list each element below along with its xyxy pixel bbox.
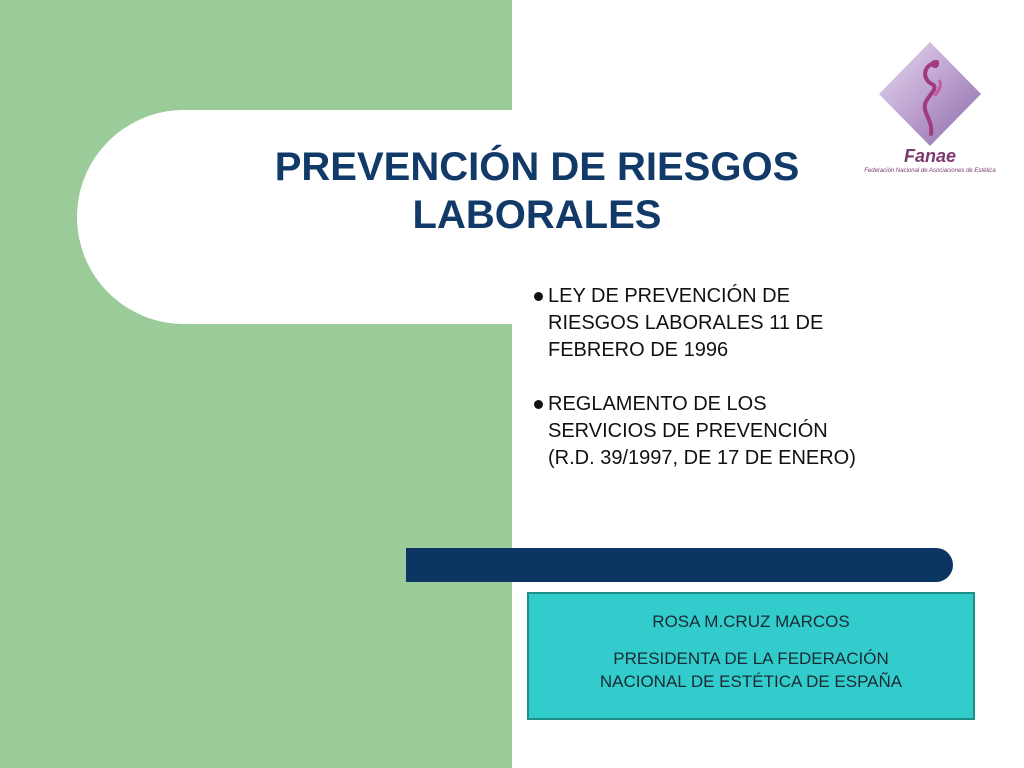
bullet-dot: [534, 400, 543, 409]
bullet-regulation-line-3: (R.D. 39/1997, DE 17 DE ENERO): [548, 447, 856, 469]
bullet-law-line-1: LEY DE PREVENCIÓN DE: [548, 285, 790, 307]
bullet-item-law: [534, 283, 914, 364]
bullet-item-regulation: [534, 391, 914, 472]
bullet-list: [534, 283, 914, 499]
logo-name: Fanae: [903, 146, 957, 166]
bullet-law-line-2: RIESGOS LABORALES 11 DE: [548, 312, 824, 334]
slide-title: [180, 143, 894, 239]
diamond-figure-icon: [877, 40, 983, 148]
bullet-regulation-line-2: SERVICIOS DE PREVENCIÓN: [548, 420, 828, 442]
author-name: ROSA M.CRUZ MARCOS: [652, 612, 850, 631]
fanae-logo: [855, 40, 1005, 180]
bullet-dot: [534, 292, 543, 301]
author-box: [527, 592, 975, 720]
author-role-line-2: NACIONAL DE ESTÉTICA DE ESPAÑA: [599, 672, 903, 691]
bullet-regulation-line-1: REGLAMENTO DE LOS: [548, 393, 767, 415]
author-role-line-1: PRESIDENTA DE LA FEDERACIÓN: [613, 649, 889, 668]
title-line-2: LABORALES: [412, 193, 662, 237]
bullet-law-line-3: FEBRERO DE 1996: [548, 339, 729, 361]
title-line-1: PREVENCIÓN DE RIESGOS: [274, 145, 800, 189]
decorative-dark-bar: [406, 548, 953, 582]
logo-subtitle: Federación Nacional de Asociaciones de Estética: [864, 168, 996, 174]
